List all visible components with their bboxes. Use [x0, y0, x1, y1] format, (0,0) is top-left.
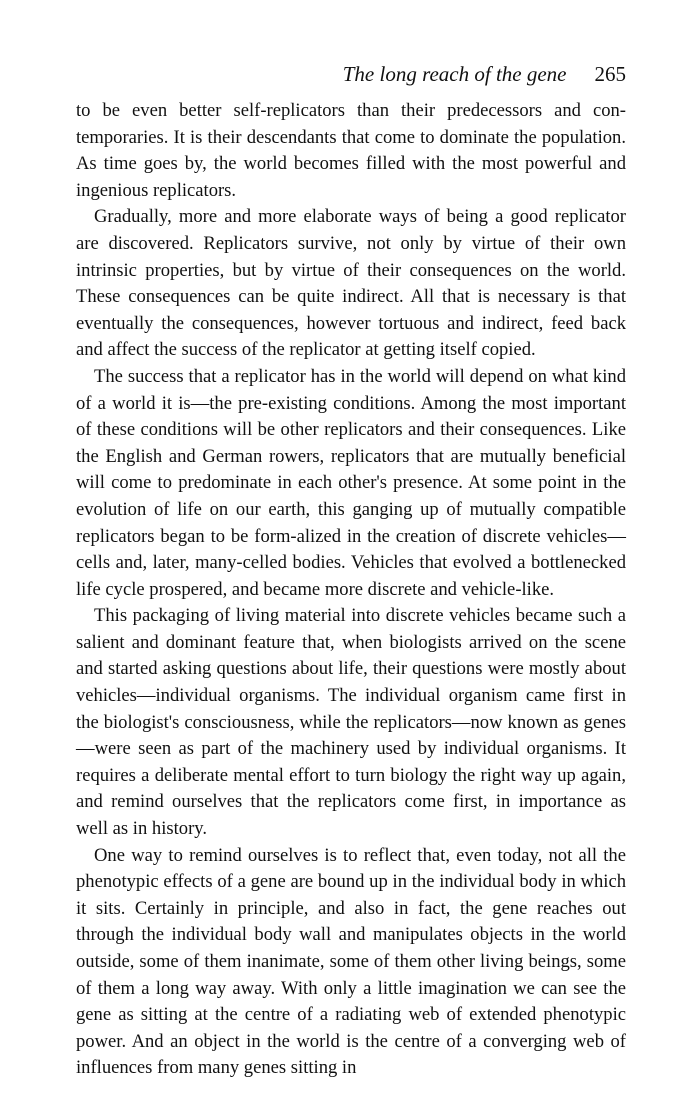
running-header — [76, 62, 626, 98]
paragraph: This packaging of living material into discrete vehicles became such a salient and dominant feature that, when biologists arrived on the scene and started asking questions about life, their questions were mostly about vehicles—individual organisms. The individual organism came first in the biologist's consciousness, while the replicators—now known as genes—were seen as part of the machinery used by individual organisms. It requires a deliberate mental effort to turn biology the right way up again, and remind ourselves that the replicators come first, in importance as well as in history. — [76, 605, 626, 840]
paragraph-continuation: to be even better self-replicators than their predecessors and con-temporaries. It is their descendants that come to dominate the population. As time goes by, the world becomes filled with the most powerful and ingenious replicators. — [76, 100, 626, 201]
page-number: 265 — [594, 62, 626, 86]
paragraph: One way to remind ourselves is to reflect that, even today, not all the phenotypic effects of a gene are bound up in the individual body in which it sits. Certainly in principle, and also in fact, the gene reaches out through the individual body wall and manipulates objects in the world outside, some of them inanimate, some of them other living beings, some of them a long way away. With only a little imagination we can see the gene as sitting at the centre of a radiating web of extended phenotypic power. And an object in the world is the centre of a converging web of influences from many genes sitting in — [76, 844, 626, 1079]
book-page — [76, 62, 626, 1082]
body-text — [76, 98, 626, 1082]
paragraph: Gradually, more and more elaborate ways of being a good replicator are discovered. Replicators survive, not only by virtue of their own intrinsic properties, but by virtue of their consequences on the world. These consequences can be quite indirect. All that is necessary is that eventually the consequences, however tortuous and indirect, feed back and affect the success of the replicator at getting itself copied. — [76, 206, 626, 361]
paragraph: The success that a replicator has in the world will depend on what kind of a world it is—the pre-existing conditions. Among the most important of these conditions will be other replicators and their consequences. Like the English and German rowers, replicators that are mutually beneficial will come to predominate in each other's presence. At some point in the evolution of life on our earth, this ganging up of mutually compatible replicators began to be form-alized in the creation of discrete vehicles—cells and, later, many-celled bodies. Vehicles that evolved a bottlenecked life cycle prospered, and became more discrete and vehicle-like. — [76, 365, 626, 600]
running-title: The long reach of the gene — [342, 62, 567, 86]
